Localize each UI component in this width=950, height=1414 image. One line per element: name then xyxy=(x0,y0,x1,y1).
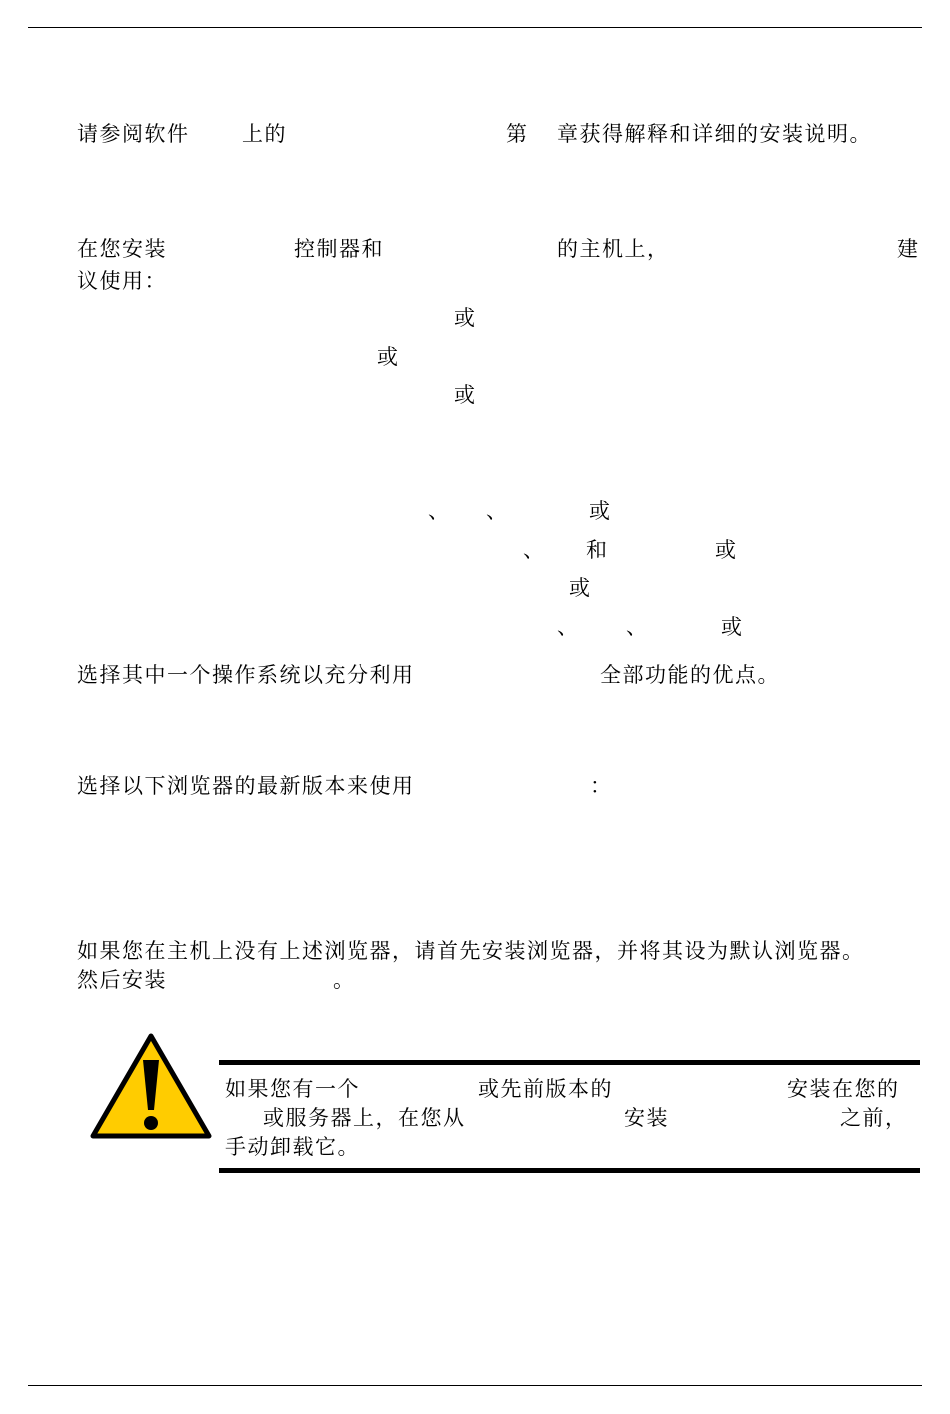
footer-rule xyxy=(28,1385,922,1386)
os-list2-sep: 或 xyxy=(715,538,738,562)
para2-text-c: 的主机上， xyxy=(557,237,670,261)
os-list2-sep: 或 xyxy=(589,499,612,523)
os-list1-item: 或 xyxy=(454,306,477,330)
para1-text-c: 第 xyxy=(506,122,529,146)
caution-line1-c: 安装在您的 xyxy=(787,1077,900,1101)
caution-line2-c: 之前， xyxy=(840,1106,908,1130)
os-note-text-b: 全部功能的优点。 xyxy=(600,663,780,687)
browser-install-line1: 如果您在主机上没有上述浏览器，请首先安装浏览器，并将其设为默认浏览器。 xyxy=(77,939,865,963)
browser-note-text-a: 选择以下浏览器的最新版本来使用 xyxy=(77,774,415,798)
browser-note-text-b: ： xyxy=(590,774,613,798)
para1-text-b: 上的 xyxy=(242,122,287,146)
browser-install-line2-a: 然后安装 xyxy=(77,968,167,992)
os-list2-sep: 和 xyxy=(586,538,609,562)
os-list2-sep: 、 xyxy=(626,615,649,639)
caution-line1-a: 如果您有一个 xyxy=(225,1077,360,1101)
caution-bottom-rule xyxy=(219,1168,920,1173)
para2-text-e: 议使用： xyxy=(77,269,167,293)
os-note-text-a: 选择其中一个操作系统以充分利用 xyxy=(77,663,415,687)
caution-line3: 手动卸载它。 xyxy=(225,1135,360,1159)
para1-text-d: 章获得解释和详细的安装说明。 xyxy=(557,122,872,146)
para2-text-a: 在您安装 xyxy=(77,237,167,261)
caution-line1-b: 或先前版本的 xyxy=(478,1077,613,1101)
header-rule xyxy=(28,27,922,28)
para2-text-d: 建 xyxy=(897,237,920,261)
caution-line2-b: 安装 xyxy=(624,1106,669,1130)
os-list2-sep: 或 xyxy=(721,615,744,639)
browser-install-line2-b: 。 xyxy=(333,968,356,992)
caution-line2-a: 或服务器上，在您从 xyxy=(263,1106,466,1130)
os-list2-sep: 、 xyxy=(557,615,580,639)
os-list2-sep: 、 xyxy=(428,499,451,523)
para2-text-b: 控制器和 xyxy=(294,237,384,261)
caution-top-rule xyxy=(219,1060,920,1065)
os-list1-item: 或 xyxy=(454,383,477,407)
os-list2-sep: 或 xyxy=(569,576,592,600)
warning-triangle-icon xyxy=(88,1030,214,1140)
para1-text-a: 请参阅软件 xyxy=(77,122,190,146)
os-list2-sep: 、 xyxy=(523,538,546,562)
os-list1-item: 或 xyxy=(377,345,400,369)
os-list2-sep: 、 xyxy=(486,499,509,523)
